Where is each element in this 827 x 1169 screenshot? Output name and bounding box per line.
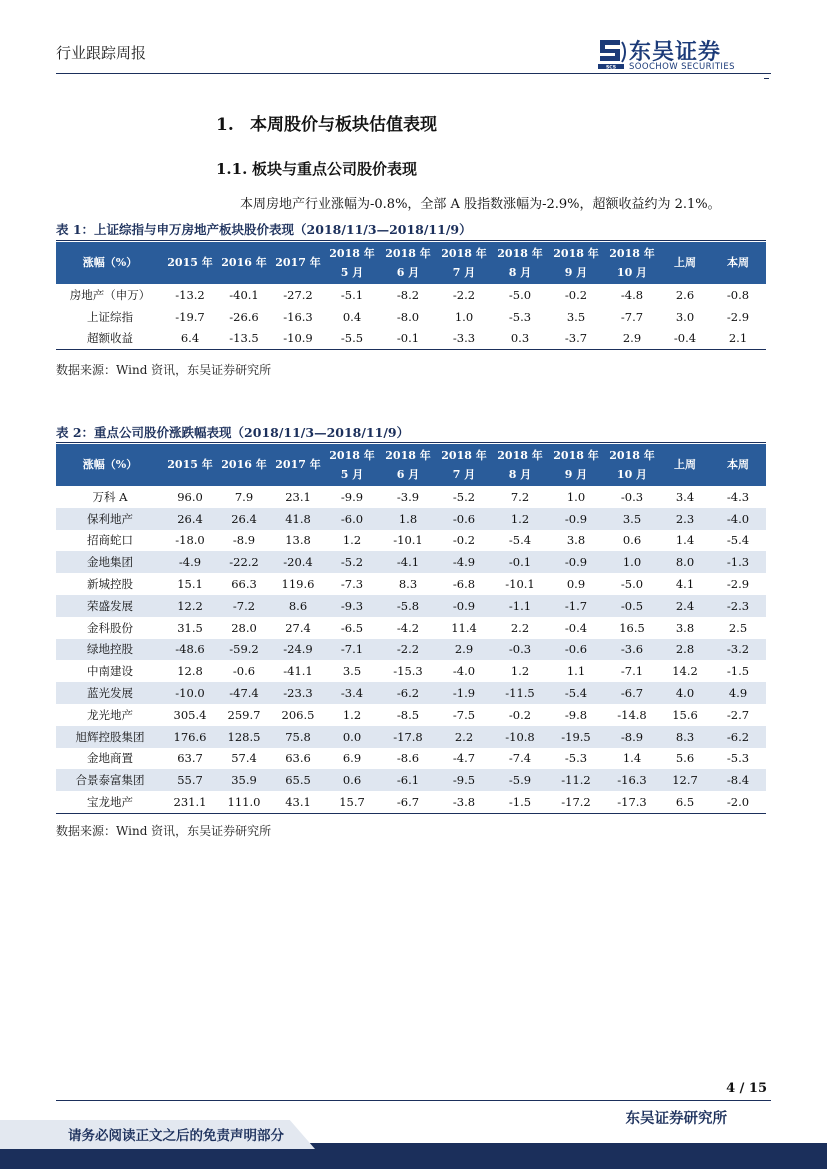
- table-cell: 13.8: [285, 533, 311, 548]
- row-label: 旭辉控股集团: [56, 726, 164, 748]
- table-cell: -0.3: [620, 489, 644, 504]
- table-cell: 15.7: [324, 791, 380, 813]
- company-performance-table: [56, 444, 766, 814]
- table-cell: -5.2: [324, 551, 380, 573]
- table-row: [56, 530, 766, 552]
- table-cell: -4.3: [726, 489, 750, 504]
- column-header: 2018 年 9 月: [548, 444, 604, 486]
- table-cell: -1.1: [492, 595, 548, 617]
- table-cell: -2.3: [710, 595, 766, 617]
- table-cell: -4.0: [710, 508, 766, 530]
- table-cell: -48.6: [164, 639, 216, 661]
- table-cell: -17.8: [380, 726, 436, 748]
- table-cell: -2.0: [710, 791, 766, 813]
- table-cell: -19.7: [175, 309, 205, 324]
- table-cell: -0.4: [660, 328, 710, 350]
- table-cell: 3.8: [566, 533, 586, 548]
- table-cell: 3.8: [675, 620, 695, 635]
- table-cell: 128.5: [216, 726, 272, 748]
- table-cell: -6.5: [340, 620, 364, 635]
- table-cell: -0.6: [548, 639, 604, 661]
- subsection-title: 板块与重点公司股价表现: [252, 160, 418, 178]
- table-cell: -5.4: [726, 533, 750, 548]
- table-cell: 1.0: [454, 309, 474, 324]
- table-cell: 28.0: [231, 620, 257, 635]
- table-cell: -0.2: [452, 533, 476, 548]
- table-cell: 7.9: [234, 489, 254, 504]
- table-cell: 2.8: [660, 639, 710, 661]
- table-cell: -5.3: [564, 751, 588, 766]
- table-cell: 75.8: [272, 726, 324, 748]
- table-cell: 12.8: [177, 664, 203, 679]
- table-row: [56, 704, 766, 726]
- table-cell: -10.0: [164, 682, 216, 704]
- column-header: 2018 年 6 月: [380, 444, 436, 486]
- table-cell: 63.7: [177, 751, 203, 766]
- section-number: 1.: [216, 115, 234, 135]
- column-header: 2018 年 7 月: [436, 242, 492, 284]
- table-cell: 1.0: [566, 489, 586, 504]
- table-cell: -8.9: [604, 726, 660, 748]
- page-number: 4 / 15: [726, 1081, 767, 1096]
- table-cell: -18.0: [175, 533, 205, 548]
- table-row: [56, 284, 766, 306]
- table-cell: 15.1: [177, 577, 203, 592]
- table-cell: -8.2: [396, 287, 420, 302]
- table-cell: -2.9: [726, 577, 750, 592]
- table-cell: 1.2: [492, 508, 548, 530]
- column-header: 涨幅（%）: [56, 242, 164, 284]
- row-label: 荣盛发展: [56, 595, 164, 617]
- row-label: 宝龙地产: [56, 791, 164, 813]
- column-header: 涨幅（%）: [56, 444, 164, 486]
- table-cell: 1.0: [604, 551, 660, 573]
- table-cell: 3.5: [566, 309, 586, 324]
- table-cell: 0.6: [324, 769, 380, 791]
- table-cell: 0.3: [492, 328, 548, 350]
- table-cell: -7.3: [340, 577, 364, 592]
- row-label: 上证综指: [87, 309, 133, 324]
- header-tick: [764, 78, 769, 79]
- table-cell: -3.3: [436, 328, 492, 350]
- table-cell: 231.1: [164, 791, 216, 813]
- table-cell: -24.9: [272, 639, 324, 661]
- table-cell: -0.2: [508, 707, 532, 722]
- table-cell: 111.0: [216, 791, 272, 813]
- table-cell: -1.7: [548, 595, 604, 617]
- summary-paragraph: 本周房地产行业涨幅为-0.8%，全部 A 股指数涨幅为-2.9%，超额收益约为 2.1%。: [240, 197, 721, 212]
- table-cell: 11.4: [451, 620, 477, 635]
- brand-name-en: SOOCHOW SECURITIES: [629, 62, 735, 72]
- table-cell: -2.2: [452, 287, 476, 302]
- table-cell: -5.4: [548, 682, 604, 704]
- logo-mark-text: SCS: [605, 65, 617, 70]
- table-cell: -1.5: [492, 791, 548, 813]
- table-cell: 5.6: [675, 751, 695, 766]
- table-cell: 55.7: [164, 769, 216, 791]
- table-cell: -5.1: [340, 287, 364, 302]
- footer-org: 东吴证券研究所: [625, 1110, 727, 1127]
- table-cell: 176.6: [164, 726, 216, 748]
- column-header: 本周: [710, 242, 766, 284]
- table-cell: -6.1: [380, 769, 436, 791]
- table-header-row: [56, 444, 766, 486]
- table-row: [56, 595, 766, 617]
- table-cell: -0.9: [548, 551, 604, 573]
- table-cell: 3.5: [604, 508, 660, 530]
- table2-source: 数据来源：Wind 资讯，东吴证券研究所: [56, 824, 272, 838]
- column-header: 2015 年: [164, 242, 216, 284]
- table-cell: -4.9: [164, 551, 216, 573]
- table-cell: -0.9: [548, 508, 604, 530]
- table-cell: -15.3: [393, 664, 423, 679]
- table-cell: -27.2: [283, 287, 313, 302]
- table-cell: -8.5: [396, 707, 420, 722]
- table-cell: 16.5: [619, 620, 645, 635]
- column-header: 2016 年: [216, 242, 272, 284]
- table-row: [56, 660, 766, 682]
- table-cell: -17.3: [604, 791, 660, 813]
- row-label: 金地商置: [87, 751, 133, 766]
- row-label: 中南建设: [87, 664, 133, 679]
- table-cell: 0.6: [622, 533, 642, 548]
- table-cell: 6.4: [164, 328, 216, 350]
- table-cell: -0.3: [492, 639, 548, 661]
- column-header: 2018 年 5 月: [324, 242, 380, 284]
- soochow-logo-icon: [596, 36, 626, 70]
- table-cell: -5.3: [508, 309, 532, 324]
- column-header: 本周: [710, 444, 766, 486]
- column-header: 2018 年 5 月: [324, 444, 380, 486]
- table-cell: -14.8: [617, 707, 647, 722]
- table-cell: -0.2: [564, 287, 588, 302]
- table1-caption: 表 1：上证综指与申万房地产板块股价表现（2018/11/3—2018/11/9）: [56, 222, 472, 237]
- table2-caption: 表 2：重点公司股价涨跌幅表现（2018/11/3—2018/11/9）: [56, 425, 410, 440]
- subsection-heading: [216, 158, 417, 179]
- section-title: 本周股价与板块估值表现: [250, 115, 437, 135]
- table-cell: 7.2: [510, 489, 530, 504]
- table-cell: -9.3: [324, 595, 380, 617]
- header-divider: [56, 73, 771, 74]
- table-cell: -9.9: [340, 489, 364, 504]
- table-cell: 1.4: [675, 533, 695, 548]
- row-label: 金地集团: [56, 551, 164, 573]
- table-cell: -6.2: [710, 726, 766, 748]
- table-cell: -3.8: [436, 791, 492, 813]
- table-cell: -13.5: [216, 328, 272, 350]
- table-cell: -5.0: [508, 287, 532, 302]
- table-cell: -6.7: [380, 791, 436, 813]
- row-label: 蓝光发展: [56, 682, 164, 704]
- table-cell: 15.6: [672, 707, 698, 722]
- table-cell: -1.9: [436, 682, 492, 704]
- column-header: 2017 年: [272, 242, 324, 284]
- table-cell: -3.2: [710, 639, 766, 661]
- table-cell: 4.9: [710, 682, 766, 704]
- table-cell: 1.4: [622, 751, 642, 766]
- table-cell: 8.6: [272, 595, 324, 617]
- column-header: 2017 年: [272, 444, 324, 486]
- table-cell: -20.4: [272, 551, 324, 573]
- table-cell: -7.2: [216, 595, 272, 617]
- table-cell: 119.6: [281, 577, 315, 592]
- table-cell: -4.0: [452, 664, 476, 679]
- table-cell: 2.2: [510, 620, 530, 635]
- column-header: 2018 年 8 月: [492, 242, 548, 284]
- table-cell: -3.9: [396, 489, 420, 504]
- row-label: 万科 A: [92, 489, 128, 504]
- row-label: 金科股份: [87, 620, 133, 635]
- table-cell: -5.3: [726, 751, 750, 766]
- table-cell: -11.2: [548, 769, 604, 791]
- table-row: [56, 551, 766, 573]
- table-cell: -0.9: [436, 595, 492, 617]
- table-cell: 12.2: [164, 595, 216, 617]
- table-row: [56, 306, 766, 328]
- table-cell: -2.7: [726, 707, 750, 722]
- table-cell: 3.4: [675, 489, 695, 504]
- table-cell: -4.2: [396, 620, 420, 635]
- table-row: [56, 726, 766, 748]
- row-label: 新城控股: [87, 577, 133, 592]
- table-cell: -0.5: [604, 595, 660, 617]
- table-cell: -8.4: [710, 769, 766, 791]
- table-cell: 63.6: [285, 751, 311, 766]
- table-cell: -6.8: [452, 577, 476, 592]
- sector-performance-table: [56, 242, 766, 350]
- table-cell: 2.6: [675, 287, 695, 302]
- column-header: 2016 年: [216, 444, 272, 486]
- table-cell: 6.9: [342, 751, 362, 766]
- table-cell: -10.1: [393, 533, 423, 548]
- column-header: 2018 年 8 月: [492, 444, 548, 486]
- table-cell: -3.6: [604, 639, 660, 661]
- table-cell: 14.2: [672, 664, 698, 679]
- table-row: [56, 791, 766, 813]
- table-cell: 2.1: [710, 328, 766, 350]
- table-cell: -17.2: [548, 791, 604, 813]
- row-label: 龙光地产: [87, 707, 133, 722]
- table-cell: -0.4: [564, 620, 588, 635]
- table-cell: -11.5: [492, 682, 548, 704]
- row-label: 保利地产: [56, 508, 164, 530]
- table-cell: -8.9: [232, 533, 256, 548]
- table-cell: -7.1: [620, 664, 644, 679]
- table1-source: 数据来源：Wind 资讯，东吴证券研究所: [56, 363, 272, 377]
- table-cell: 23.1: [285, 489, 311, 504]
- table-cell: 8.3: [398, 577, 418, 592]
- table-cell: -26.6: [229, 309, 259, 324]
- column-header: 2015 年: [164, 444, 216, 486]
- column-header: 上周: [660, 444, 710, 486]
- table2-caption-rule: [56, 442, 766, 443]
- table-cell: -41.1: [283, 664, 313, 679]
- section-label: 行业跟踪周报: [56, 44, 147, 62]
- table-cell: -7.1: [324, 639, 380, 661]
- table-cell: -10.1: [505, 577, 535, 592]
- table-cell: -7.7: [620, 309, 644, 324]
- table-cell: 4.1: [675, 577, 695, 592]
- table-cell: -2.9: [726, 309, 750, 324]
- footer-divider: [56, 1100, 771, 1101]
- table-cell: -0.6: [436, 508, 492, 530]
- table-cell: 6.5: [660, 791, 710, 813]
- table-cell: -16.3: [604, 769, 660, 791]
- table-cell: 0.9: [566, 577, 586, 592]
- table-cell: 96.0: [177, 489, 203, 504]
- table-cell: -5.9: [492, 769, 548, 791]
- table-cell: -47.4: [216, 682, 272, 704]
- table-cell: -7.4: [508, 751, 532, 766]
- table-cell: 26.4: [216, 508, 272, 530]
- table-cell: -0.8: [726, 287, 750, 302]
- table-cell: 2.2: [436, 726, 492, 748]
- table-cell: -0.1: [380, 328, 436, 350]
- row-label: 合景泰富集团: [56, 769, 164, 791]
- table-row: [56, 573, 766, 595]
- table-cell: 1.2: [342, 533, 362, 548]
- table-cell: -4.8: [620, 287, 644, 302]
- table-cell: -3.4: [324, 682, 380, 704]
- table-cell: -1.5: [726, 664, 750, 679]
- table-cell: 206.5: [281, 707, 315, 722]
- table-cell: 2.9: [604, 328, 660, 350]
- table-row: [56, 639, 766, 661]
- subsection-number: 1.1.: [216, 160, 248, 178]
- table-cell: -5.0: [620, 577, 644, 592]
- column-header: 2018 年 10 月: [604, 444, 660, 486]
- table-cell: -6.2: [380, 682, 436, 704]
- table-cell: -59.2: [216, 639, 272, 661]
- table-cell: 2.3: [660, 508, 710, 530]
- table-cell: 41.8: [272, 508, 324, 530]
- table-cell: 43.1: [272, 791, 324, 813]
- table-cell: -0.1: [492, 551, 548, 573]
- table-cell: -19.5: [548, 726, 604, 748]
- table-cell: 35.9: [216, 769, 272, 791]
- table-cell: 2.9: [436, 639, 492, 661]
- table-cell: 57.4: [231, 751, 257, 766]
- table-cell: 27.4: [285, 620, 311, 635]
- table-cell: -8.6: [396, 751, 420, 766]
- section-heading: [216, 110, 437, 135]
- table-cell: -9.5: [436, 769, 492, 791]
- column-header: 上周: [660, 242, 710, 284]
- column-header: 2018 年 10 月: [604, 242, 660, 284]
- table-cell: -23.3: [272, 682, 324, 704]
- table-cell: 4.0: [660, 682, 710, 704]
- table-cell: -9.8: [564, 707, 588, 722]
- table-cell: 259.7: [227, 707, 261, 722]
- table-cell: 65.5: [272, 769, 324, 791]
- table-cell: 8.0: [660, 551, 710, 573]
- table-cell: -10.8: [492, 726, 548, 748]
- table-cell: -1.3: [710, 551, 766, 573]
- table-cell: -16.3: [283, 309, 313, 324]
- table-cell: 0.0: [324, 726, 380, 748]
- column-header: 2018 年 9 月: [548, 242, 604, 284]
- table-cell: -8.0: [396, 309, 420, 324]
- table-cell: 26.4: [164, 508, 216, 530]
- table1-caption-rule: [56, 240, 766, 241]
- table-cell: -7.5: [452, 707, 476, 722]
- row-label: 房地产（申万）: [69, 287, 151, 302]
- disclaimer-notice: 请务必阅读正文之后的免责声明部分: [68, 1128, 284, 1144]
- table-cell: 1.1: [566, 664, 586, 679]
- table-cell: -5.5: [324, 328, 380, 350]
- table-cell: -3.7: [548, 328, 604, 350]
- table-cell: -2.2: [380, 639, 436, 661]
- brand-logo: [596, 34, 771, 74]
- column-header: 2018 年 7 月: [436, 444, 492, 486]
- brand-name-cn: 东吴证券: [629, 40, 722, 65]
- table-cell: 8.3: [660, 726, 710, 748]
- table-cell: 31.5: [177, 620, 203, 635]
- row-label: 超额收益: [56, 328, 164, 350]
- table-row: [56, 508, 766, 530]
- table-cell: -4.7: [452, 751, 476, 766]
- table-cell: -5.8: [380, 595, 436, 617]
- table-cell: -22.2: [216, 551, 272, 573]
- table-cell: -4.9: [436, 551, 492, 573]
- table-cell: 0.4: [342, 309, 362, 324]
- table-row: [56, 769, 766, 791]
- table-cell: 66.3: [231, 577, 257, 592]
- table-cell: -4.1: [380, 551, 436, 573]
- table-cell: -5.2: [452, 489, 476, 504]
- table-cell: -40.1: [229, 287, 259, 302]
- table-cell: -13.2: [175, 287, 205, 302]
- table-header-row: [56, 242, 766, 284]
- table-cell: 1.2: [342, 707, 362, 722]
- table-cell: -6.7: [604, 682, 660, 704]
- table-row: [56, 748, 766, 770]
- table-cell: 305.4: [173, 707, 207, 722]
- table-cell: 12.7: [660, 769, 710, 791]
- table-cell: 1.8: [380, 508, 436, 530]
- table-cell: 1.2: [510, 664, 530, 679]
- table-cell: 2.4: [660, 595, 710, 617]
- table-cell: 3.0: [675, 309, 695, 324]
- table-cell: -10.9: [272, 328, 324, 350]
- table-row: [56, 328, 766, 350]
- table-cell: -5.4: [508, 533, 532, 548]
- table-row: [56, 617, 766, 639]
- table-cell: 3.5: [342, 664, 362, 679]
- table-row: [56, 682, 766, 704]
- table-cell: 2.5: [728, 620, 748, 635]
- table-cell: -6.0: [324, 508, 380, 530]
- column-header: 2018 年 6 月: [380, 242, 436, 284]
- table-row: [56, 486, 766, 508]
- table-cell: -0.6: [232, 664, 256, 679]
- row-label: 招商蛇口: [87, 533, 133, 548]
- row-label: 绿地控股: [56, 639, 164, 661]
